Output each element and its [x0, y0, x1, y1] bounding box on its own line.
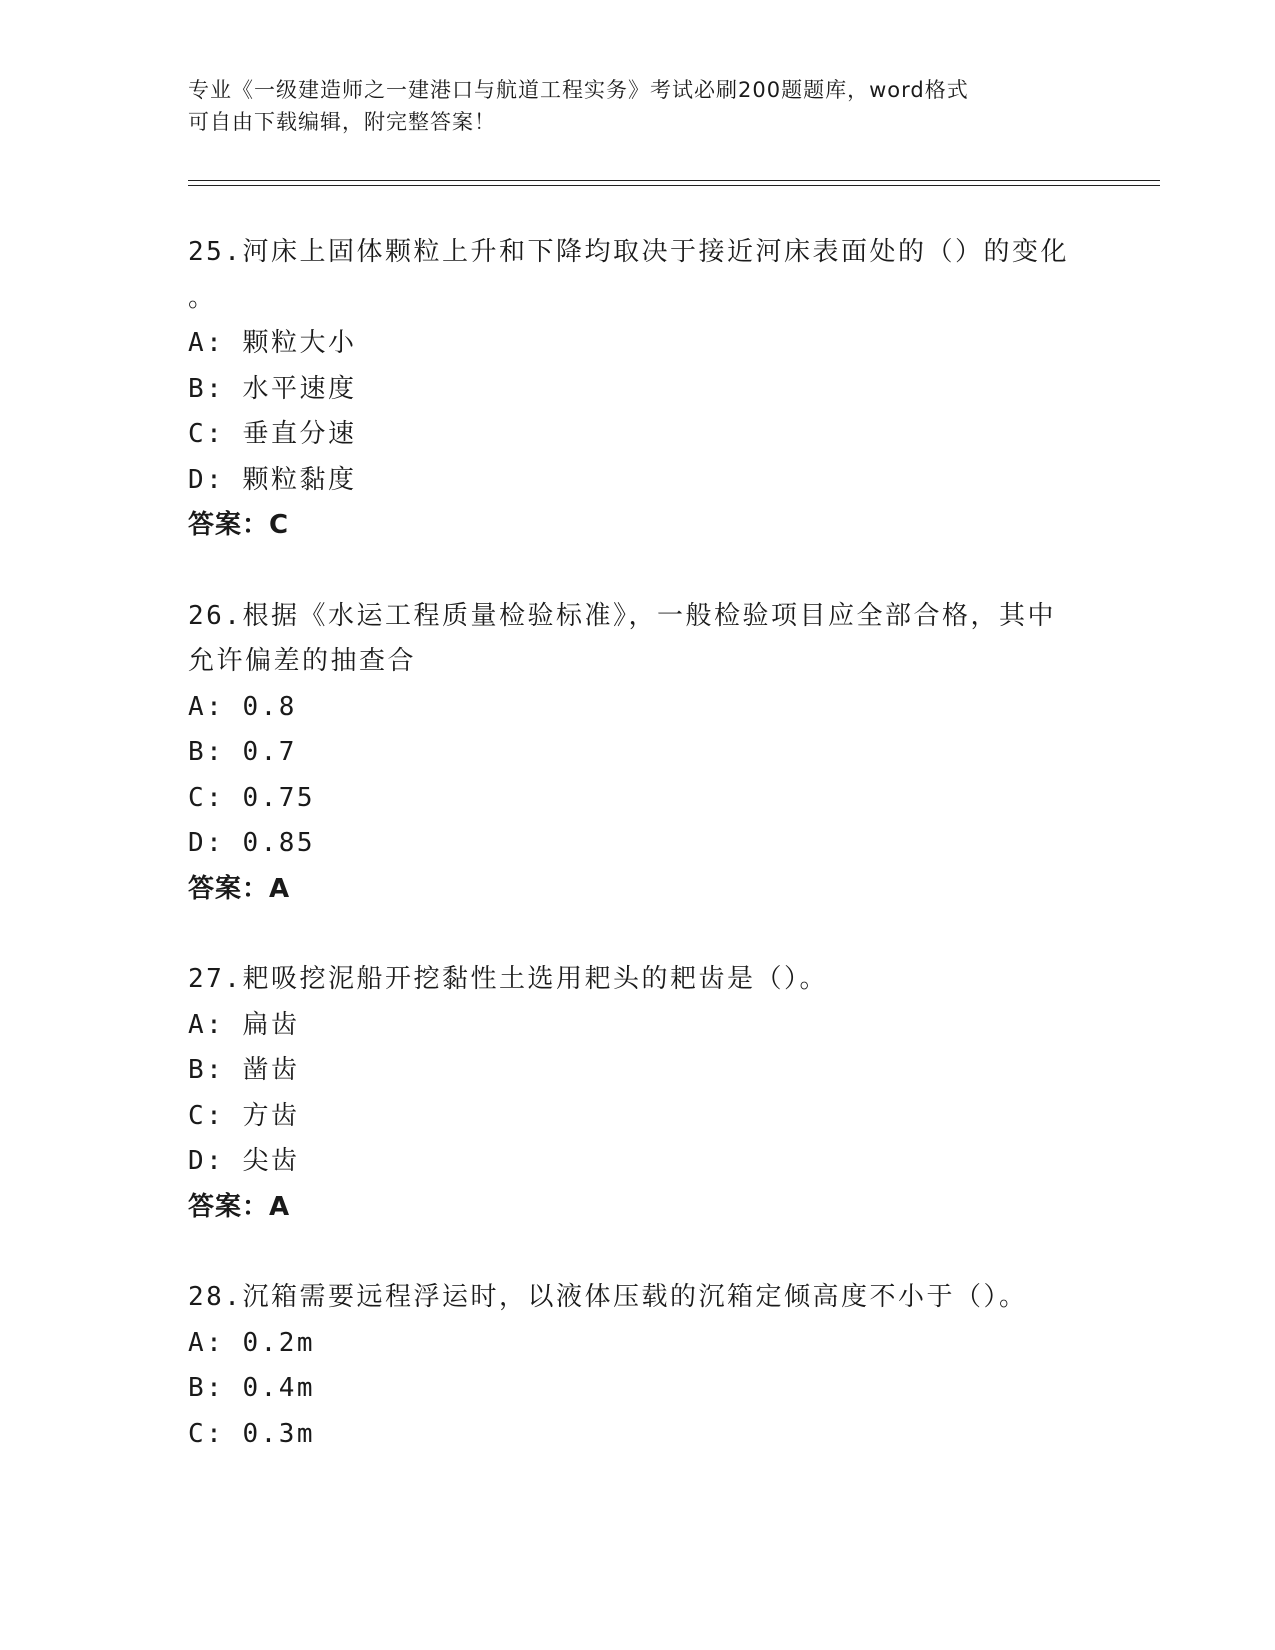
option-label: B:: [188, 737, 243, 767]
question-stem: [188, 1275, 1088, 1321]
option-a: [188, 321, 1088, 367]
option-d: [188, 458, 1088, 504]
header-title-line-1: 专业《一级建造师之一建港口与航道工程实务》考试必刷200题题库，word格式: [188, 78, 969, 102]
option-c: [188, 776, 1088, 822]
option-text: 水平速度: [242, 373, 357, 404]
question-list: [188, 230, 1088, 1457]
option-label: C:: [188, 1100, 243, 1131]
question-spacer: [188, 1230, 1088, 1275]
option-label: D:: [188, 1146, 243, 1176]
option-label: A:: [188, 1327, 243, 1358]
option-label: C:: [188, 782, 243, 813]
option-text: 尖齿: [242, 1146, 300, 1176]
option-text: 0.85: [242, 828, 316, 858]
question-stem-text: 根据《水运工程质量检验标准》，一般检验项目应全部合格，其中: [242, 600, 1056, 631]
question-28: [188, 1275, 1088, 1457]
option-text: 垂直分速: [242, 419, 357, 449]
option-text: 0.2m: [242, 1327, 316, 1358]
answer-line: 答案：A: [188, 1191, 291, 1222]
option-label: B:: [188, 373, 243, 404]
option-b: [188, 1048, 1088, 1094]
option-text: 0.8: [242, 691, 297, 722]
question-stem: [188, 957, 1088, 1003]
option-d: [188, 821, 1088, 867]
question-stem-continued: 允许偏差的抽查合: [188, 646, 417, 676]
option-label: A:: [188, 328, 243, 358]
question-number: 25.: [188, 237, 243, 267]
question-27: [188, 957, 1088, 1230]
question-26: [188, 594, 1088, 913]
option-b: [188, 367, 1088, 413]
header-title-line-2: 可自由下载编辑，附完整答案！: [188, 110, 496, 134]
question-stem-continued: 。: [188, 282, 217, 313]
answer-line: 答案：C: [188, 510, 290, 540]
option-c: [188, 1094, 1088, 1140]
header-divider-top: [188, 180, 1160, 181]
question-stem-text: 河床上固体颗粒上升和下降均取决于接近河床表面处的（）的变化: [242, 237, 1069, 267]
option-label: D:: [188, 464, 243, 495]
option-label: A:: [188, 1009, 243, 1040]
header-divider-bottom: [188, 185, 1160, 186]
question-number: 28.: [188, 1282, 243, 1312]
question-spacer: [188, 549, 1088, 594]
answer-line: 答案：A: [188, 873, 291, 904]
option-label: C:: [188, 419, 243, 449]
option-d: [188, 1139, 1088, 1185]
option-text: 凿齿: [242, 1055, 300, 1085]
option-text: 方齿: [242, 1100, 300, 1131]
option-text: 0.3m: [242, 1418, 316, 1449]
question-stem-text: 沉箱需要远程浮运时，以液体压载的沉箱定倾高度不小于（）。: [242, 1282, 1028, 1312]
question-25: [188, 230, 1088, 549]
option-a: [188, 685, 1088, 731]
option-a: [188, 1003, 1088, 1049]
question-number: 26.: [188, 600, 243, 631]
option-text: 0.75: [242, 782, 316, 813]
question-stem-text: 耙吸挖泥船开挖黏性土选用耙头的耙齿是（）。: [242, 964, 828, 994]
question-stem: [188, 230, 1088, 276]
option-label: D:: [188, 828, 243, 858]
document-header: [188, 74, 1088, 138]
option-c: [188, 1412, 1088, 1458]
option-b: [188, 730, 1088, 776]
option-b: [188, 1366, 1088, 1412]
question-spacer: [188, 912, 1088, 957]
option-text: 颗粒大小: [242, 328, 357, 358]
option-c: [188, 412, 1088, 458]
option-label: B:: [188, 1373, 243, 1403]
option-a: [188, 1321, 1088, 1367]
question-number: 27.: [188, 964, 243, 994]
option-text: 扁齿: [242, 1009, 300, 1040]
option-label: B:: [188, 1055, 243, 1085]
option-label: C:: [188, 1418, 243, 1449]
option-text: 0.4m: [242, 1373, 316, 1403]
option-label: A:: [188, 691, 243, 722]
question-stem: [188, 594, 1088, 640]
option-text: 0.7: [242, 737, 297, 767]
option-text: 颗粒黏度: [242, 464, 357, 495]
